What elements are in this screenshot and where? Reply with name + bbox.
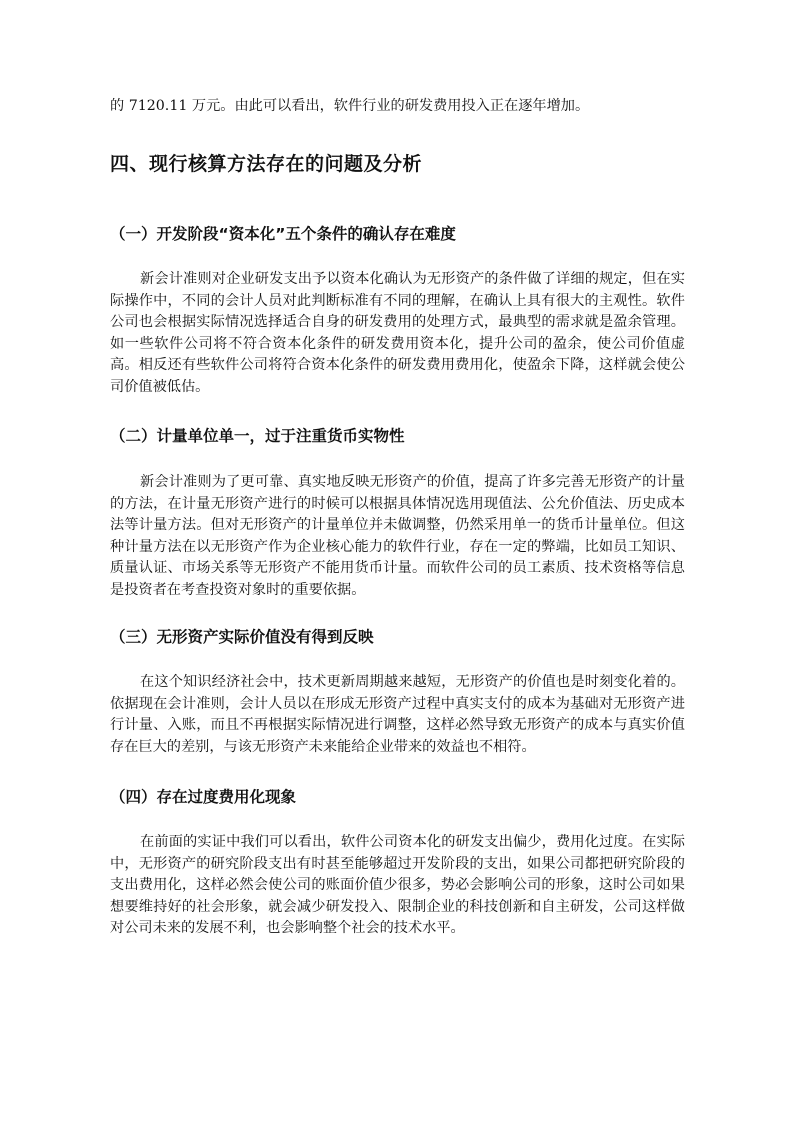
chapter-title: 四、现行核算方法存在的问题及分析 [110, 153, 423, 175]
section-heading-2: （二）计量单位单一，过于注重货币实物性 [110, 427, 405, 445]
section-heading-3: （三）无形资产实际价值没有得到反映 [110, 628, 374, 646]
section-heading-1: （一）开发阶段“资本化”五个条件的确认存在难度 [110, 225, 456, 243]
section-paragraph-3: 在这个知识经济社会中，技术更新周期越来越短，无形资产的价值也是时刻变化着的。依据现在会计准则，会计人员以在形成无形资产过程中真实支付的成本为基础对无形资产进行计量、入账，而且不再根据实际情况进行调整，这样必然导致无形资产的成本与真实价值存在巨大的差别，与该无形资产未来能给企业带来的效益也不相符。 [110, 674, 685, 755]
section-paragraph-2: 新会计准则为了更可靠、真实地反映无形资产的价值，提高了许多完善无形资产的计量的方法，在计量无形资产进行的时候可以根据具体情况选用现值法、公允价值法、历史成本法等计量方法。但对无形资产的计量单位并未做调整，仍然采用单一的货币计量单位。但这种计量方法在以无形资产作为企业核心能力的软件行业，存在一定的弊端，比如员工知识、质量认证、市场关系等无形资产不能用货币计量。而软件公司的员工素质、技术资格等信息是投资者在考查投资对象时的重要依据。 [110, 474, 685, 598]
section-paragraph-1: 新会计准则对企业研发支出予以资本化确认为无形资产的条件做了详细的规定，但在实际操作中，不同的会计人员对此判断标准有不同的理解，在确认上具有很大的主观性。软件公司也会根据实际情况选择适合自身的研发费用的处理方式，最典型的需求就是盈余管理。如一些软件公司将不符合资本化条件的研发费用资本化，提升公司的盈余，使公司价值虚高。相反还有些软件公司将符合资本化条件的研发费用费用化，使盈余下降，这样就会使公司价值被低估。 [110, 271, 685, 395]
continuation-line: 的 7120.11 万元。由此可以看出，软件行业的研发费用投入正在逐年增加。 [110, 98, 590, 114]
section-paragraph-4: 在前面的实证中我们可以看出，软件公司资本化的研发支出偏少，费用化过度。在实际中，无形资产的研究阶段支出有时甚至能够超过开发阶段的支出，如果公司都把研究阶段的支出费用化，这样必然会使公司的账面价值少很多，势必会影响公司的形象，这时公司如果想要维持好的社会形象，就会减少研发投入、限制企业的科技创新和自主研发，公司这样做对公司未来的发展不利，也会影响整个社会的技术水平。 [110, 834, 685, 937]
section-heading-4: （四）存在过度费用化现象 [110, 788, 297, 806]
